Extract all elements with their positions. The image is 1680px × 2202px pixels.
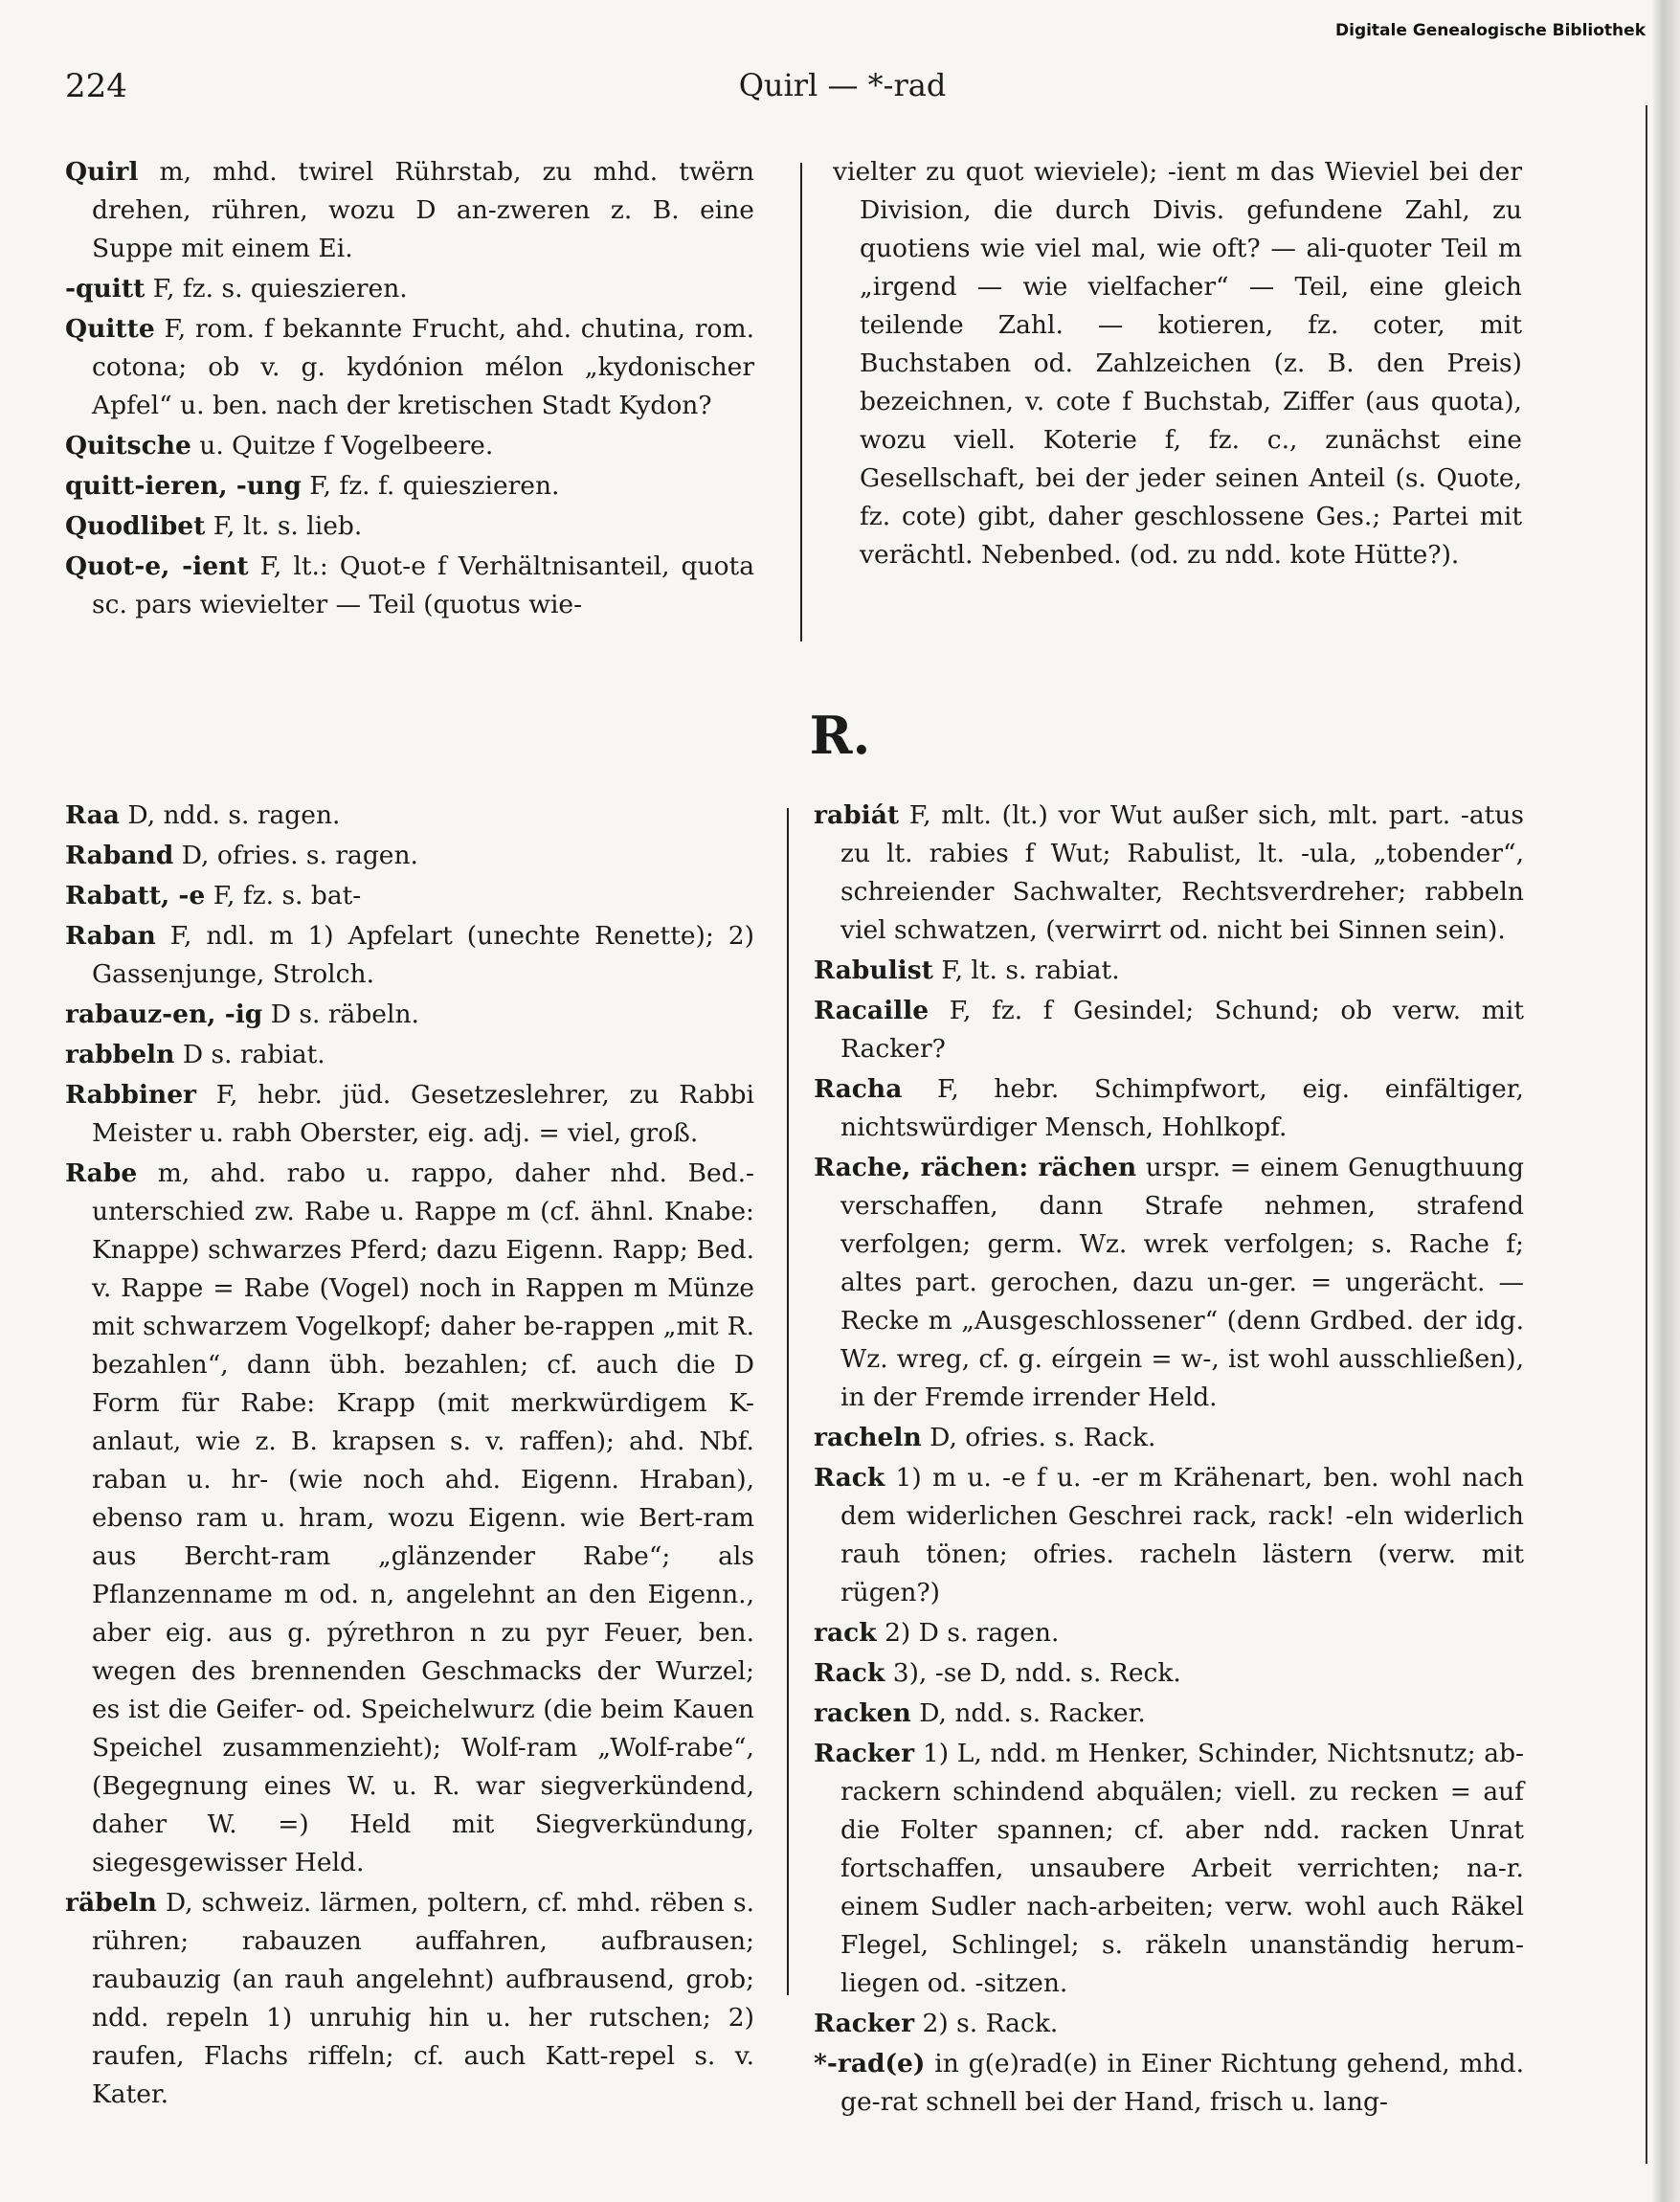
dictionary-entry: [65, 1155, 754, 1882]
entry-headword: Rack: [814, 1463, 885, 1493]
dictionary-entry: [814, 1070, 1524, 1147]
entry-definition: D, ndd. s. ragen.: [119, 800, 341, 830]
entry-headword: rabiát: [814, 800, 900, 830]
entry-definition: F, mlt. (lt.) vor Wut außer sich, mlt. part. -atus zu lt. rabies f Wut; Rabulist, lt. -ula, „tobender“, schreiender Sachwalter, Rechtsverdreher; rabbeln viel schwatzen, (verwirrt od. nicht bei Sinnen sein).: [840, 800, 1524, 945]
entry-headword: racheln: [814, 1423, 922, 1452]
dictionary-entry: [65, 467, 754, 506]
entry-headword: Quot-e, -ient: [65, 551, 249, 581]
dictionary-entry: [65, 270, 754, 308]
dictionary-entry: [814, 1149, 1524, 1417]
dictionary-entry: [814, 2005, 1524, 2043]
page-header: [57, 67, 1627, 115]
entry-definition: D, ndd. s. Racker.: [910, 1698, 1146, 1728]
dictionary-entry: [65, 1884, 754, 2114]
entry-definition: D s. rabiat.: [174, 1040, 325, 1069]
entry-definition: 1) m u. -e f u. -er m Krähenart, ben. wohl nach dem widerlichen Geschrei rack, rack! -eln widerlich rauh tönen; ofries. racheln lästern (verw. mit rügen?): [840, 1463, 1524, 1607]
entry-headword: Raa: [65, 800, 120, 830]
entry-definition: 1) L, ndd. m Henker, Schinder, Nichtsnutz; ab-rackern schindend abquälen; viell. zu recken = auf die Folter spannen; cf. aber ndd. racken Unrat fortschaffen, unsaubere Arbeit verrichten; na-r. einem Sudler nach-arbeiten; verw. wohl auch Räkel Flegel, Schlingel; s. räkeln unanständig herum-liegen od. -sitzen.: [840, 1739, 1524, 1998]
entry-definition: m, mhd. twirel Rührstab, zu mhd. twërn drehen, rühren, wozu D an-zweren z. B. eine Suppe mit einem Ei.: [92, 157, 754, 263]
section-letter: R.: [809, 705, 871, 766]
dictionary-entry: [65, 1076, 754, 1153]
column-bottom-right: [814, 797, 1524, 2123]
dictionary-entry: [65, 507, 754, 546]
entry-headword: quitt-ieren, -ung: [65, 471, 302, 501]
entry-headword: Racha: [814, 1074, 903, 1104]
entry-definition: vielter zu quot wieviele); -ient m das Wieviel bei der Division, die durch Divis. gefundene Zahl, zu quotiens wie viel mal, wie oft? — ali-quoter Teil m „irgend — wie vielfacher“ — Teil, eine gleich teilende Zahl. — kotieren, fz. coter, mit Buchstaben od. Zahlzeichen (z. B. den Preis) bezeichnen, v. cote f Buchstab, Ziffer (aus quota), wozu viell. Koterie f, fz. c., zunächst eine Gesellschaft, bei der jeder seinen Anteil (s. Quote, fz. cote) gibt, daher geschlossene Ges.; Partei mit verächtl. Nebenbed. (od. zu ndd. kote Hütte?).: [833, 157, 1522, 570]
entry-definition: F, ndl. m 1) Apfelart (unechte Renette); 2) Gassenjunge, Strolch.: [92, 921, 754, 989]
entry-definition: F, fz. s. bat-: [205, 881, 362, 910]
dictionary-entry: [814, 992, 1524, 1068]
dictionary-entry: [814, 1459, 1524, 1612]
entry-definition: F, hebr. jüd. Gesetzeslehrer, zu Rabbi Meister u. rabh Oberster, eig. adj. = viel, groß.: [92, 1080, 754, 1148]
dictionary-entry: [814, 2045, 1524, 2122]
running-head: Quirl — *-rad: [738, 67, 947, 103]
entry-definition: F, fz. f Gesindel; Schund; ob verw. mit Racker?: [840, 996, 1524, 1064]
entry-headword: Rache, rächen: rächen: [814, 1153, 1137, 1182]
entry-headword: Racaille: [814, 996, 930, 1025]
dictionary-entry: [814, 1419, 1524, 1457]
column-top-right: [833, 153, 1522, 576]
entry-headword: Rabe: [65, 1158, 138, 1188]
dictionary-entry: [65, 310, 754, 425]
entry-definition: F, fz. f. quieszieren.: [301, 471, 560, 501]
entry-headword: Raban: [65, 921, 156, 951]
dictionary-entry: [814, 797, 1524, 950]
entry-headword: Quodlibet: [65, 511, 206, 541]
entry-definition: F, lt.: Quot-e f Verhältnisanteil, quota sc. pars wievielter — Teil (quotus wie-: [92, 551, 754, 619]
column-divider-top: [800, 163, 802, 641]
dictionary-entry: [65, 877, 754, 915]
dictionary-entry: [814, 1695, 1524, 1733]
entry-headword: Rack: [814, 1658, 885, 1688]
dictionary-entry: [65, 548, 754, 624]
entry-headword: racken: [814, 1698, 911, 1728]
dictionary-entry: [65, 917, 754, 994]
dictionary-entry: [814, 1654, 1524, 1693]
dictionary-entry: [65, 1036, 754, 1074]
dictionary-entry: [814, 952, 1524, 990]
entry-headword: rack: [814, 1618, 877, 1648]
entry-headword: Rabbiner: [65, 1080, 197, 1110]
page-edge-line: [1646, 105, 1647, 2164]
entry-headword: *-rad(e): [814, 2049, 926, 2078]
dictionary-entry: [65, 996, 754, 1034]
entry-definition: 3), -se D, ndd. s. Reck.: [885, 1658, 1181, 1688]
entry-definition: F, lt. s. lieb.: [205, 511, 363, 541]
entry-definition: D, schweiz. lärmen, poltern, cf. mhd. rëben s. rühren; rabauzen auffahren, aufbrausen; raubauzig (an rauh angelehnt) aufbrausend, grob; ndd. repeln 1) unruhig hin u. her rutschen; 2) raufen, Flachs riffeln; cf. auch Katt-repel s. v. Kater.: [92, 1888, 754, 2109]
entry-headword: rabauz-en, -ig: [65, 1000, 263, 1029]
entry-headword: Racker: [814, 2009, 915, 2038]
entry-definition: D s. räbeln.: [262, 1000, 419, 1029]
page-number: 224: [65, 67, 127, 105]
entry-definition: m, ahd. rabo u. rappo, daher nhd. Bed.-unterschied zw. Rabe u. Rappe m (cf. ähnl. Knabe: Knappe) schwarzes Pferd; dazu Eigenn. Rapp; Bed. v. Rappe = Rabe (Vogel) noch in Rappen m Münze mit schwarzem Vogelkopf; daher be-rappen „mit R. bezahlen“, dann übh. bezahlen; cf. auch die D Form für Rabe: Krapp (mit merkwürdigem K-anlaut, wie z. B. krapsen s. v. raffen); ahd. Nbf. raban u. hr- (wie noch ahd. Eigenn. Hraban), ebenso ram u. hram, wozu Eigenn. wie Bert-ram aus Bercht-ram „glänzender Rabe“; als Pflanzenname m od. n, angelehnt an den Eigenn., aber eig. aus g. pýrethron n zu pyr Feuer, ben. wegen des brennenden Geschmacks der Wurzel; es ist die Geifer- od. Speichelwurz (die beim Kauen Speichel zusammenzieht); Wolf-ram „Wolf-rabe“, (Begegnung eines W. u. R. war siegverkündend, daher W. =) Held mit Siegverkündung, siegesgewisser Held.: [92, 1158, 754, 1877]
entry-headword: rabbeln: [65, 1040, 175, 1069]
entry-headword: Rabulist: [814, 955, 933, 985]
entry-headword: Quitte: [65, 314, 155, 344]
entry-definition: F, hebr. Schimpfwort, eig. einfältiger, nichtswürdiger Mensch, Hohlkopf.: [840, 1074, 1524, 1142]
column-divider-bottom: [787, 808, 789, 1995]
entry-headword: Racker: [814, 1739, 915, 1768]
column-top-left: [65, 153, 754, 626]
column-bottom-left: [65, 797, 754, 2116]
entry-definition: F, lt. s. rabiat.: [932, 955, 1120, 985]
entry-headword: Raband: [65, 841, 174, 870]
entry-headword: Quirl: [65, 157, 139, 187]
entry-definition: 2) D s. ragen.: [876, 1618, 1060, 1648]
dictionary-entry: [833, 153, 1522, 574]
entry-definition: 2) s. Rack.: [914, 2009, 1059, 2038]
dictionary-entry: [814, 1735, 1524, 2003]
entry-definition: urspr. = einem Genugthuung verschaffen, dann Strafe nehmen, strafend verfolgen; germ. Wz. wrek verfolgen; s. Rache f; altes part. gerochen, dazu un-ger. = ungerächt. — Recke m „Ausgeschlossener“ (denn Grdbed. der idg. Wz. wreg, cf. g. eírgein = w-, ist wohl ausschließen), in der Fremde irrender Held.: [840, 1153, 1524, 1412]
entry-definition: F, fz. s. quieszieren.: [145, 274, 408, 303]
dictionary-entry: [65, 797, 754, 835]
entry-headword: -quitt: [65, 274, 146, 303]
entry-definition: D, ofries. s. Rack.: [921, 1423, 1156, 1452]
entry-definition: F, rom. f bekannte Frucht, ahd. chutina, rom. cotona; ob v. g. kydónion mélon „kydonischer Apfel“ u. ben. nach der kretischen Stadt Kydon?: [92, 314, 754, 420]
watermark: Digitale Genealogische Bibliothek: [1335, 21, 1646, 40]
dictionary-entry: [814, 1614, 1524, 1652]
page-edge-shadow: [1651, 0, 1680, 2202]
entry-definition: u. Quitze f Vogelbeere.: [190, 431, 494, 461]
entry-headword: räbeln: [65, 1888, 157, 1918]
entry-definition: D, ofries. s. ragen.: [173, 841, 418, 870]
entry-definition: in g(e)rad(e) in Einer Richtung gehend, mhd. ge-rat schnell bei der Hand, frisch u. lang-: [840, 2049, 1524, 2117]
dictionary-entry: [65, 427, 754, 465]
dictionary-entry: [65, 153, 754, 268]
dictionary-entry: [65, 837, 754, 875]
entry-headword: Quitsche: [65, 431, 191, 461]
entry-headword: Rabatt, -e: [65, 881, 206, 910]
